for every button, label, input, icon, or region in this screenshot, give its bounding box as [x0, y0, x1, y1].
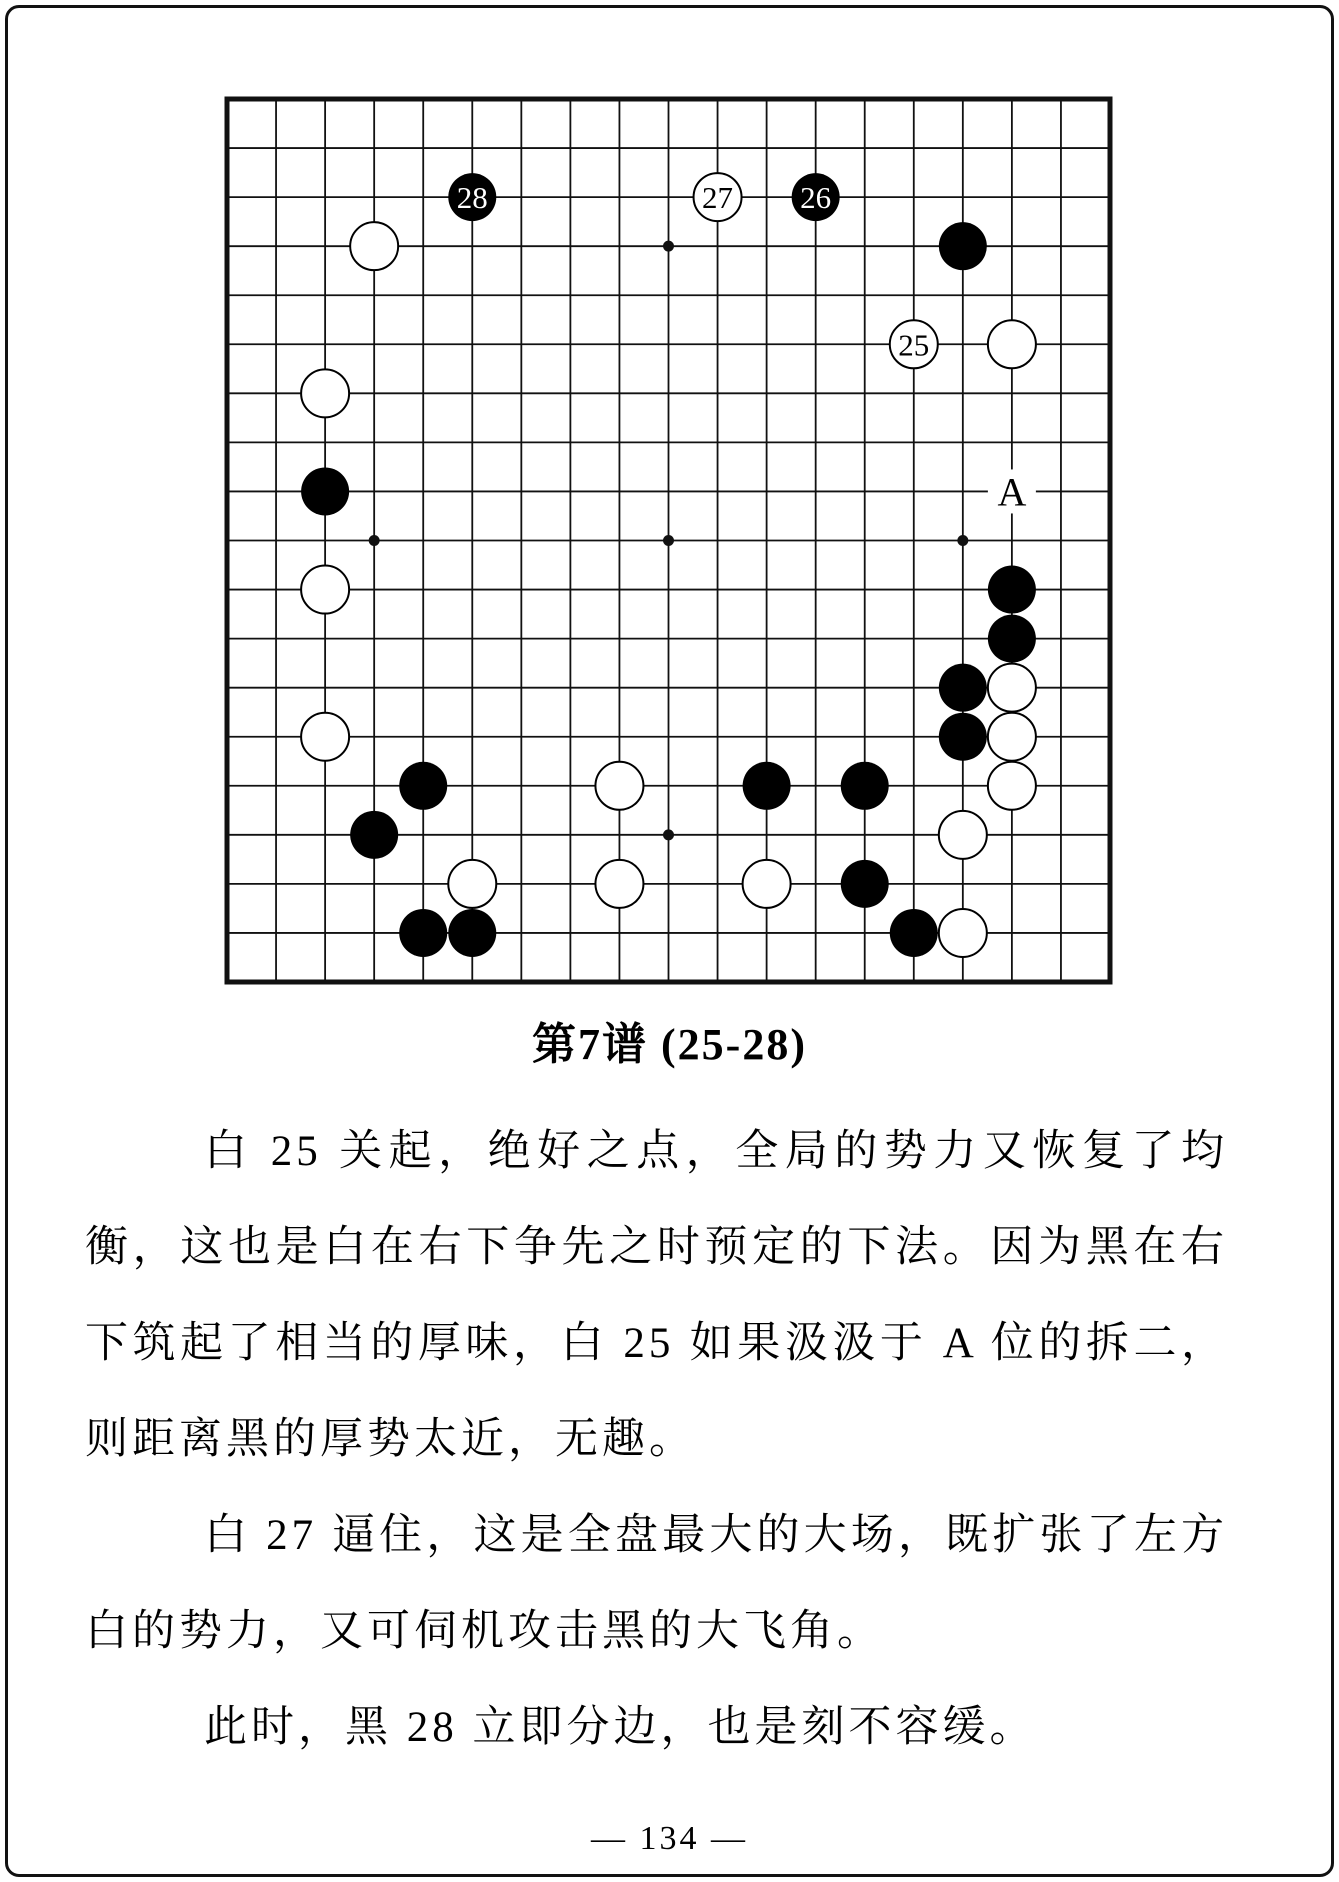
stone-black — [841, 762, 889, 810]
point-label-A: A — [997, 469, 1027, 515]
stone-white — [350, 222, 398, 270]
paragraph-2: 白 27 逼住，这是全盘最大的大场，既扩张了左方白的势力，又可伺机攻击黑的大飞角。 — [85, 1512, 1228, 1655]
star-point — [957, 535, 968, 546]
stone-black — [350, 811, 398, 859]
stone-black — [939, 713, 987, 761]
stone-black — [301, 467, 349, 515]
paragraph-3: 此时，黑 28 立即分边，也是刻不容缓。 — [204, 1704, 1037, 1751]
stone-black — [448, 909, 496, 957]
go-board-svg — [227, 99, 1110, 982]
diagram-caption: 第7谱 (25-28) — [532, 1020, 807, 1069]
stone-black — [939, 222, 987, 270]
stone-number: 26 — [800, 180, 832, 216]
stone-white — [595, 762, 643, 810]
stone-black — [988, 615, 1036, 663]
stone-number: 27 — [702, 180, 734, 216]
stone-black — [890, 909, 938, 957]
stone-white — [988, 320, 1036, 368]
star-point — [663, 535, 674, 546]
stone-black — [988, 566, 1036, 614]
stone-white — [988, 762, 1036, 810]
page-number: — 134 — — [591, 1820, 748, 1857]
stone-white — [988, 664, 1036, 712]
stone-black — [841, 860, 889, 908]
go-board-diagram — [227, 99, 1110, 982]
stone-white — [743, 860, 791, 908]
stone-black — [399, 909, 447, 957]
stone-black — [743, 762, 791, 810]
stone-white — [301, 713, 349, 761]
stone-white — [301, 369, 349, 417]
stone-white — [988, 713, 1036, 761]
star-point — [663, 241, 674, 252]
stone-black — [399, 762, 447, 810]
stone-white — [448, 860, 496, 908]
paragraph-1: 白 25 关起，绝好之点，全局的势力又恢复了均衡，这也是白在右下争先之时预定的下法。因为黑在右下筑起了相当的厚味，白 25 如果汲汲于 A 位的拆二，则距离黑的厚势太近，无趣。 — [85, 1128, 1228, 1463]
stone-white — [939, 909, 987, 957]
stone-white — [595, 860, 643, 908]
stone-number: 25 — [898, 327, 930, 363]
stone-white — [939, 811, 987, 859]
star-point — [663, 829, 674, 840]
commentary-text — [85, 1104, 1228, 1776]
star-point — [369, 535, 380, 546]
stone-number: 28 — [456, 180, 488, 216]
stone-white — [301, 566, 349, 614]
stone-black — [939, 664, 987, 712]
